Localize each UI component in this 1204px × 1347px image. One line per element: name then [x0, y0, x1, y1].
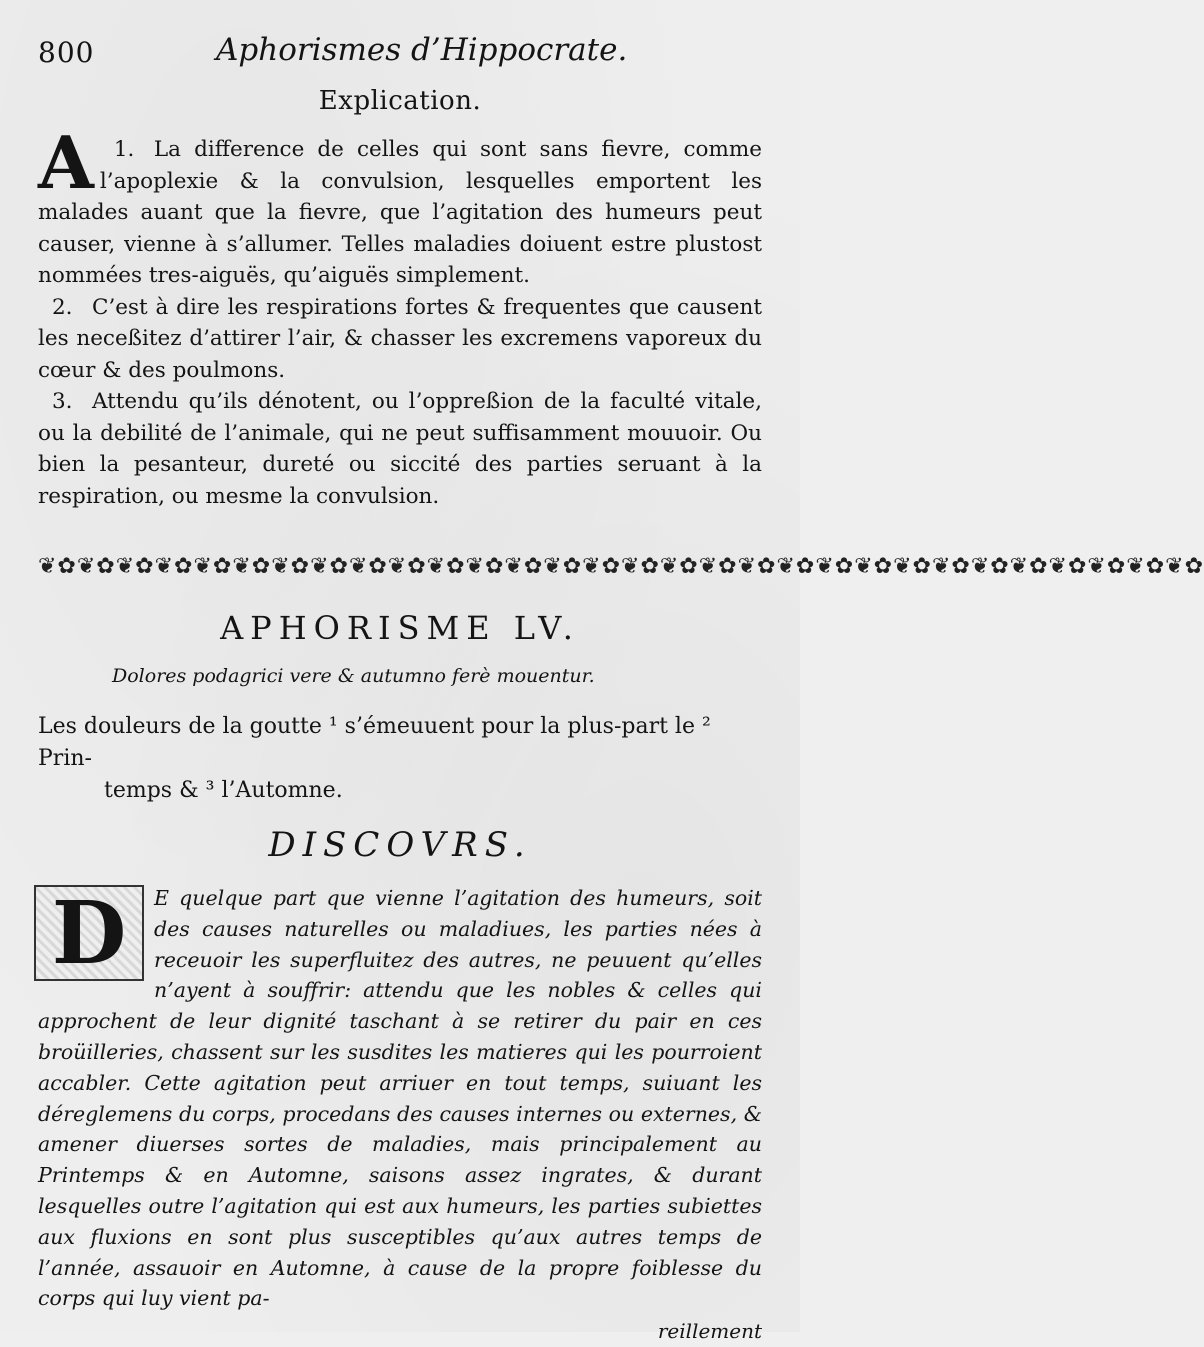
catchword: reillement [657, 1319, 762, 1344]
explication-note-2 [38, 292, 762, 387]
note-text: C’est à dire les respirations fortes & frequentes que causent les neceßitez d’attirer l’air, & chasser les excremens vaporeux du cœur & des poulmons. [38, 294, 762, 383]
explication-note-3 [38, 386, 762, 512]
drop-cap-letter: A [38, 120, 94, 205]
french-line-2: temps & ³ l’Automne. [104, 778, 343, 803]
discours-title: DISCOVRS. [268, 825, 532, 865]
running-title: Aphorismes d’Hippocrate. [216, 32, 628, 68]
discours-body [38, 883, 762, 1347]
note-number: 3. [52, 389, 73, 414]
explication-note-1 [38, 120, 762, 292]
floral-ornament-band: ❦✿❦✿❦✿❦✿❦✿❦✿❦✿❦✿❦✿❦✿❦✿❦✿❦✿❦✿❦✿❦✿❦✿❦✿❦✿❦✿❦✿❦✿❦✿❦✿❦✿❦✿❦✿❦✿❦✿❦✿ [38, 554, 1204, 579]
explication-notes [38, 120, 762, 512]
note-text: La difference de celles qui sont sans fievre, comme l’apoplexie & la convulsion, lesquelles emportent les malades auant que la fievre, que l’agitation des humeurs peut causer, vienne à s’allumer. Telles maladies doiuent estre plustost nommées tres-aiguës, qu’aiguës simplement. [38, 137, 762, 288]
page-number: 800 [38, 36, 95, 69]
french-line-1: Les douleurs de la goutte ¹ s’émeuuent pour la plus-part le ² Prin- [38, 714, 711, 771]
decorated-initial [34, 883, 144, 984]
decorated-initial-letter: D [51, 883, 127, 984]
note-number: 2. [52, 294, 73, 320]
aphorism-latin-text: Dolores podagrici vere & autumno ferè mouentur. [112, 665, 595, 687]
explication-heading: Explication. [318, 86, 482, 116]
note-number: 1. [113, 137, 135, 162]
note-text: Attendu qu’ils dénotent, ou l’oppreßion de la faculté vitale, ou la debilité de l’animale, qui ne peut suffisamment mouuoir. Ou bien la pesanteur, dureté ou siccité des parties seruant à la respiration, ou mesme la convulsion. [38, 389, 762, 509]
aphorism-french-text [38, 711, 762, 807]
aphorism-title: APHORISME LV. [220, 609, 580, 647]
discours-text: E quelque part que vienne l’agitation des humeurs, soit des causes naturelles ou maladiues, les parties nées à receuoir les superfluitez des autres, ne peuuent qu’elles n’ayent à souffrir: attendu que les nobles & celles qui approchent de leur dignité taschant à se retirer du pair en ces broüilleries, chassent sur les susdites les matieres qui les pourroient accabler. Cette agitation peut arriuer en tout temps, suiuant les déreglemens du corps, procedans des causes internes ou externes, & amener diuerses sortes de maladies, mais principalement au Printemps & en Automne, saisons assez ingrates, & durant lesquelles outre l’agitation qui est aux humeurs, les parties subiettes aux fluxions en sont plus susceptibles qu’aux autres temps de l’année, assauoir en Automne, à cause de la propre foiblesse du corps qui luy vient pa- [38, 886, 762, 1311]
page-header [38, 28, 762, 76]
